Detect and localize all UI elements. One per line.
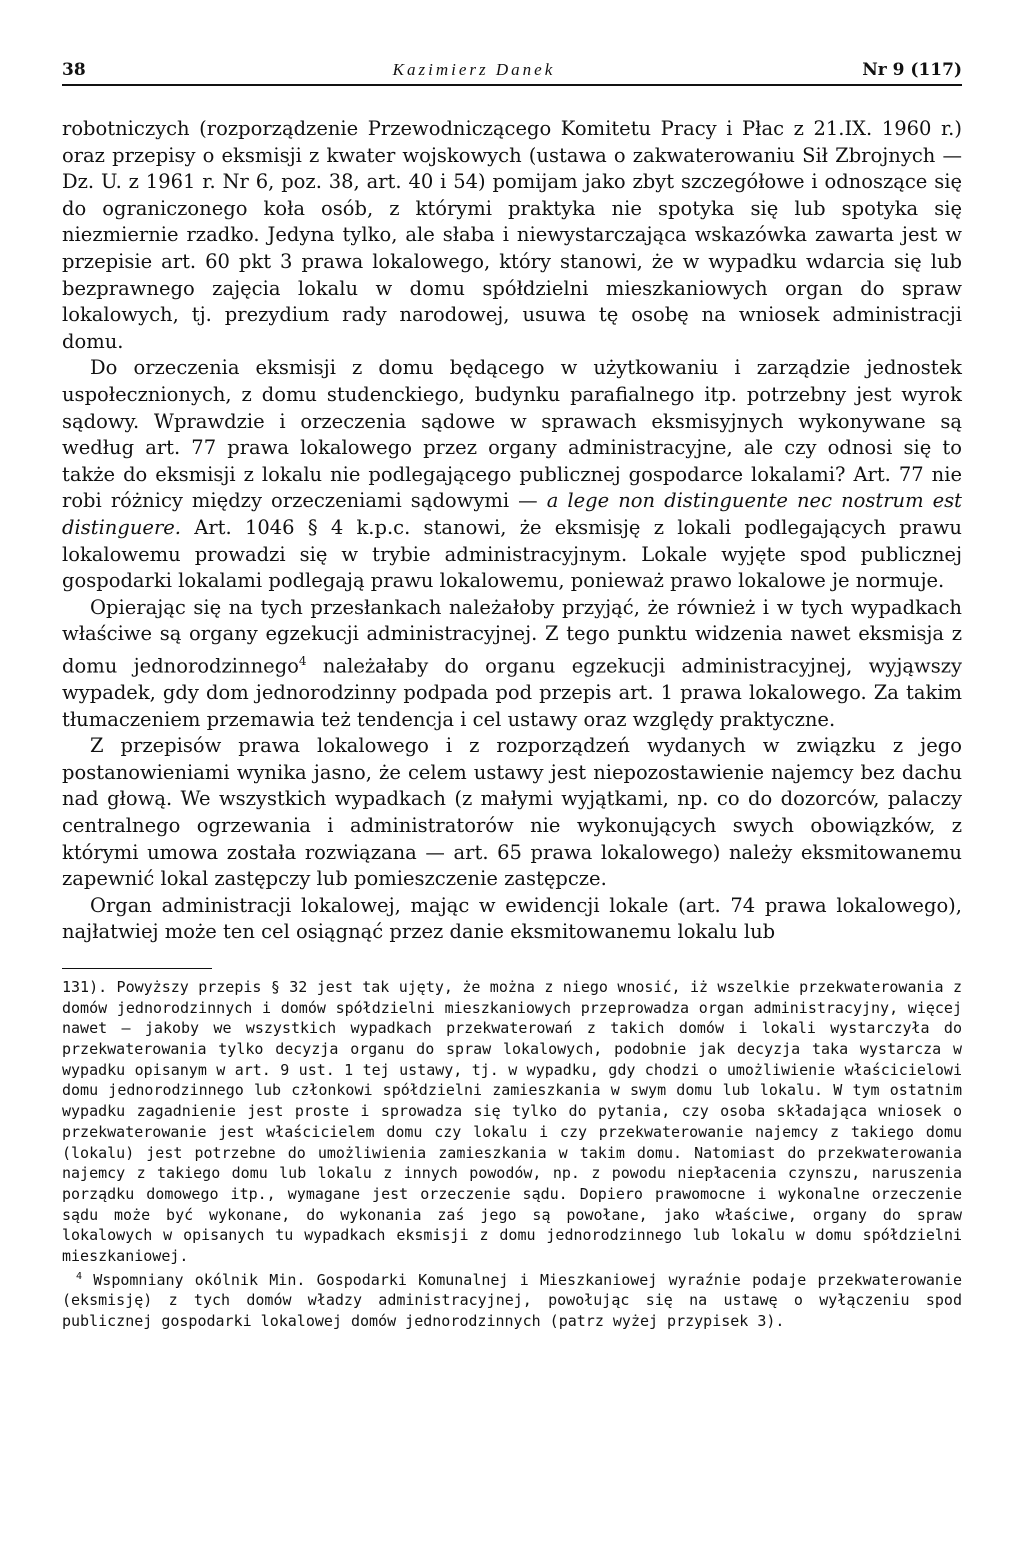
footnote-continuation: 131). Powyższy przepis § 32 jest tak ujęty, że można z niego wnosić, iż wszelkie przekwaterowania z domów jednorodzinnych i domów spółdzielni mieszkaniowych przeprowadza organ administracyjny, więcej nawet — jakoby we wszystkich wypadkach przekwaterowań z takich domów i lokali wystarczyła do przekwaterowania tylko decyzja organu do spraw lokalowych, podobnie jak decyzja taka wystarcza w wypadku opisanym w art. 9 ust. 1 tej ustawy, tj. w wypadku, gdy chodzi o umożliwienie właścicielowi domu jednorodzinnego lub członkowi spółdzielni zamieszkania w swym domu lub lokalu. W tym ostatnim wypadku zagadnienie jest proste i sprowadza się tylko do pytania, czy osoba składająca wniosek o przekwaterowanie jest właścicielem domu czy lokalu i czy przekwaterowanie najemcy z takiego domu (lokalu) jest potrzebne do umożliwienia zamieszkania w takim domu. Natomiast do przekwaterowania najemcy z takiego domu lub lokalu z innych powodów, np. z powodu niepłacenia czynszu, naruszenia porządku domowego itp., wymagane jest orzeczenie sądu. Dopiero prawomocne i wykonalne orzeczenie sądu może być wykonane, do wykonania zaś jego są powołane, jako właściwe, organy do spraw lokalowych w opisanych tu wypadkach eksmisji z domu jednorodzinnego lub lokalu w domu spółdzielni mieszkaniowej.: [62, 977, 962, 1266]
footnote-4-marker: 4: [76, 1270, 83, 1282]
running-header: [62, 60, 962, 86]
paragraph-2-text-a: Do orzeczenia eksmisji z domu będącego w użytkowaniu i zarządzie jednostek uspołecznionych, z domu studenckiego, budynku parafialnego itp. potrzebny jest wyrok sądowy. Wprawdzie i orzeczenia sądowe w sprawach eksmisyjnych wykonywane są według art. 77 prawa lokalowego przez organy administracyjne, ale czy odnosi się to także do eksmisji z lokalu nie podlegającego publicznej gospodarce lokalami? Art. 77 nie robi różnicy między orzeczeniami sądowymi —: [62, 356, 962, 513]
page: [62, 60, 962, 1332]
main-text: [62, 116, 962, 946]
footnote-separator: [62, 968, 212, 969]
paragraph-1: robotniczych (rozporządzenie Przewodniczącego Komitetu Pracy i Płac z 21.IX. 1960 r.) oraz przepisy o eksmisji z kwater wojskowych (ustawa o zakwaterowaniu Sił Zbrojnych — Dz. U. z 1961 r. Nr 6, poz. 38, art. 40 i 54) pomijam jako zbyt szczegółowe i odnoszące się do ograniczonego koła osób, z którymi praktyka nie spotyka się lub spotyka się niezmiernie rzadko. Jedyna tylko, ale słaba i niewystarczająca wskazówka zawarta jest w przepisie art. 60 pkt 3 prawa lokalowego, który stanowi, że w wypadku wdarcia się lub bezprawnego zajęcia lokalu w domu spółdzielni mieszkaniowych organ do spraw lokalowych, tj. prezydium rady narodowej, usuwa tę osobę na wniosek administracji domu.: [62, 117, 962, 353]
page-number: 38: [62, 60, 86, 80]
footnote-ref-4: 4: [298, 653, 307, 668]
paragraph-3-text-a: Opierając się na tych przesłankach należałoby przyjąć, że również i w tych wypadkach właściwe są organy egzekucji administracyjnej. Z tego punktu widzenia nawet eksmisja z domu jednorodzinnego: [62, 595, 962, 678]
footnotes: [62, 977, 962, 1332]
footnote-4-text: Wspomniany okólnik Min. Gospodarki Komunalnej i Mieszkaniowej wyraźnie podaje przekwaterowanie (eksmisję) z tych domów władzy administracyjnej, powołując się na ustawę o wyłączeniu spod publicznej gospodarki lokalowej domów jednorodzinnych (patrz wyżej przypisek 3).: [62, 1270, 962, 1331]
paragraph-5: Organ administracji lokalowej, mając w ewidencji lokale (art. 74 prawa lokalowego), najłatwiej może ten cel osiągnąć przez danie eksmitowanemu lokalu lub: [62, 893, 962, 944]
paragraph-3: [62, 595, 962, 733]
paragraph-3-text-b: należałaby do organu egzekucji administracyjnej, wyjąwszy wypadek, gdy dom jednorodzinny podpada pod przepis art. 1 prawa lokalowego. Za takim tłumaczeniem przemawia też tendencja i cel ustawy oraz względy praktyczne.: [62, 654, 962, 731]
issue-number: Nr 9 (117): [862, 60, 962, 80]
paragraph-4: Z przepisów prawa lokalowego i z rozporządzeń wydanych w związku z jego postanowieniami wynika jasno, że celem ustawy jest niepozostawienie najemcy bez dachu nad głową. We wszystkich wypadkach (z małymi wyjątkami, np. co do dozorców, palaczy centralnego ogrzewania i administratorów nie wykonujących swych obowiązków, z którymi umowa została rozwiązana — art. 65 prawa lokalowego) należy eksmitowanemu zapewnić lokal zastępczy lub pomieszczenie zastępcze.: [62, 734, 962, 891]
paragraph-2: [62, 355, 962, 594]
footnote-4: [62, 1267, 962, 1332]
latin-maxim: a lege non distinguente nec nostrum est distinguere.: [62, 489, 962, 539]
running-title: Kazimierz Danek: [392, 60, 556, 79]
paragraph-2-text-b: Art. 1046 § 4 k.p.c. stanowi, że eksmisję z lokali podlegających prawu lokalowemu prowadzi się w trybie administracyjnym. Lokale wyjęte spod publicznej gospodarki lokalami podlegają prawu lokalowemu, ponieważ prawo lokalowe je normuje.: [62, 515, 962, 593]
